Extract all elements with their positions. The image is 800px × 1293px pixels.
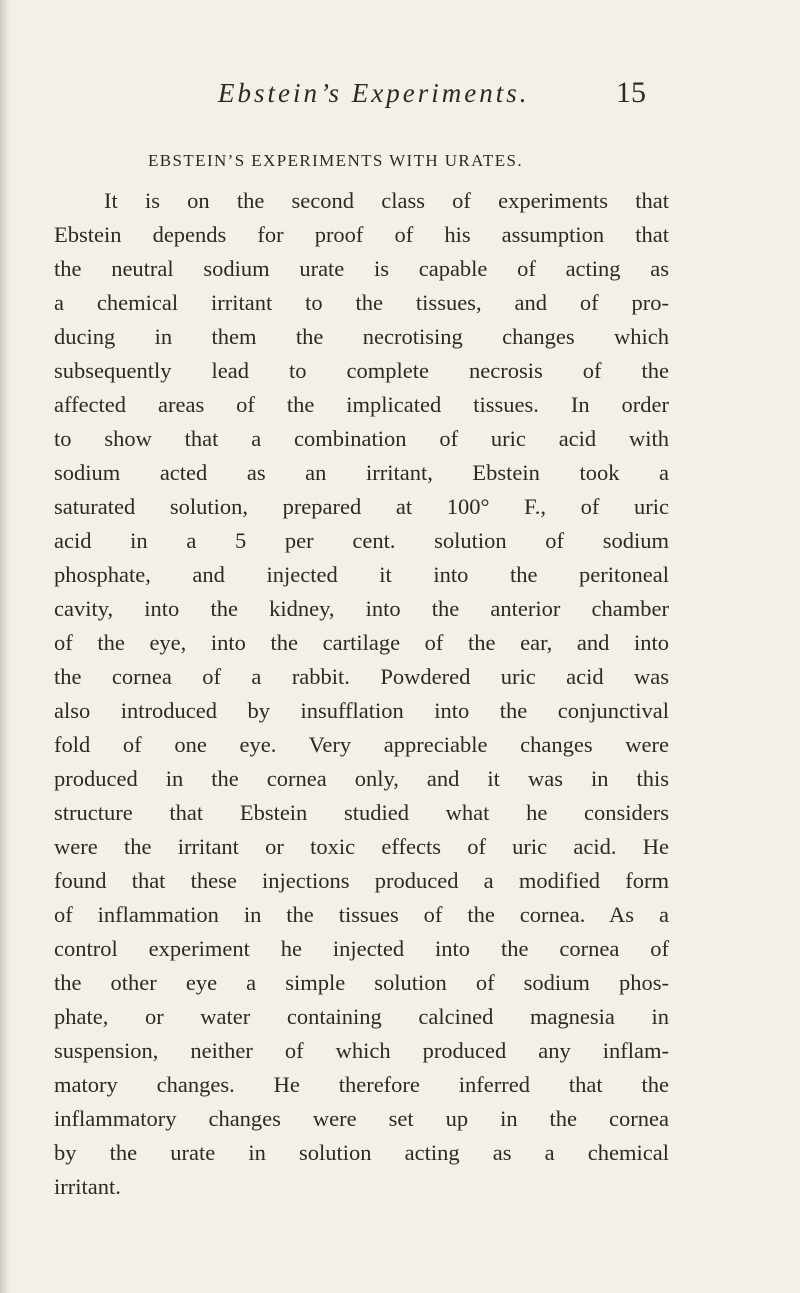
- section-heading: EBSTEIN’S EXPERIMENTS WITH URATES.: [148, 151, 524, 170]
- text-line: affected areas of the implicated tissues. In order: [54, 392, 669, 417]
- text-line: suspension, neither of which produced any inflam-: [54, 1038, 669, 1063]
- text-line: the other eye a simple solution of sodium phos-: [54, 970, 669, 995]
- text-line: inflammatory changes were set up in the cornea: [54, 1106, 669, 1131]
- text-line: a chemical irritant to the tissues, and of pro-: [54, 290, 669, 315]
- text-line: control experiment he injected into the cornea of: [54, 936, 669, 961]
- text-line: Ebstein depends for proof of his assumption that: [54, 222, 669, 247]
- text-line: found that these injections produced a modified form: [54, 868, 669, 893]
- text-line: the cornea of a rabbit. Powdered uric acid was: [54, 664, 669, 689]
- text-line: matory changes. He therefore inferred that the: [54, 1072, 669, 1097]
- text-line: fold of one eye. Very appreciable changes were: [54, 732, 669, 757]
- text-line: of inflammation in the tissues of the cornea. As a: [54, 902, 669, 927]
- page-gutter-shadow: [0, 0, 10, 1293]
- text-line: acid in a 5 per cent. solution of sodium: [54, 528, 669, 553]
- text-line: structure that Ebstein studied what he considers: [54, 800, 669, 825]
- text-line: by the urate in solution acting as a chemical: [54, 1140, 669, 1165]
- text-line: of the eye, into the cartilage of the ear, and into: [54, 630, 669, 655]
- text-line: to show that a combination of uric acid with: [54, 426, 669, 451]
- text-line: phosphate, and injected it into the peritoneal: [54, 562, 669, 587]
- text-line: It is on the second class of experiments that: [104, 188, 669, 213]
- text-line: saturated solution, prepared at 100° F., of uric: [54, 494, 669, 519]
- text-line: subsequently lead to complete necrosis of the: [54, 358, 669, 383]
- text-line: cavity, into the kidney, into the anterior chamber: [54, 596, 669, 621]
- running-head: [0, 74, 800, 114]
- text-line: produced in the cornea only, and it was in this: [54, 766, 669, 791]
- text-line: sodium acted as an irritant, Ebstein took a: [54, 460, 669, 485]
- text-line: phate, or water containing calcined magnesia in: [54, 1004, 669, 1029]
- text-line: were the irritant or toxic effects of uric acid. He: [54, 834, 669, 859]
- page-number: 15: [616, 76, 646, 109]
- text-line: the neutral sodium urate is capable of acting as: [54, 256, 669, 281]
- text-line: irritant.: [54, 1174, 121, 1199]
- text-line: ducing in them the necrotising changes which: [54, 324, 669, 349]
- text-line: also introduced by insufflation into the conjunctival: [54, 698, 669, 723]
- running-head-title: Ebstein’s Experiments.: [218, 78, 530, 108]
